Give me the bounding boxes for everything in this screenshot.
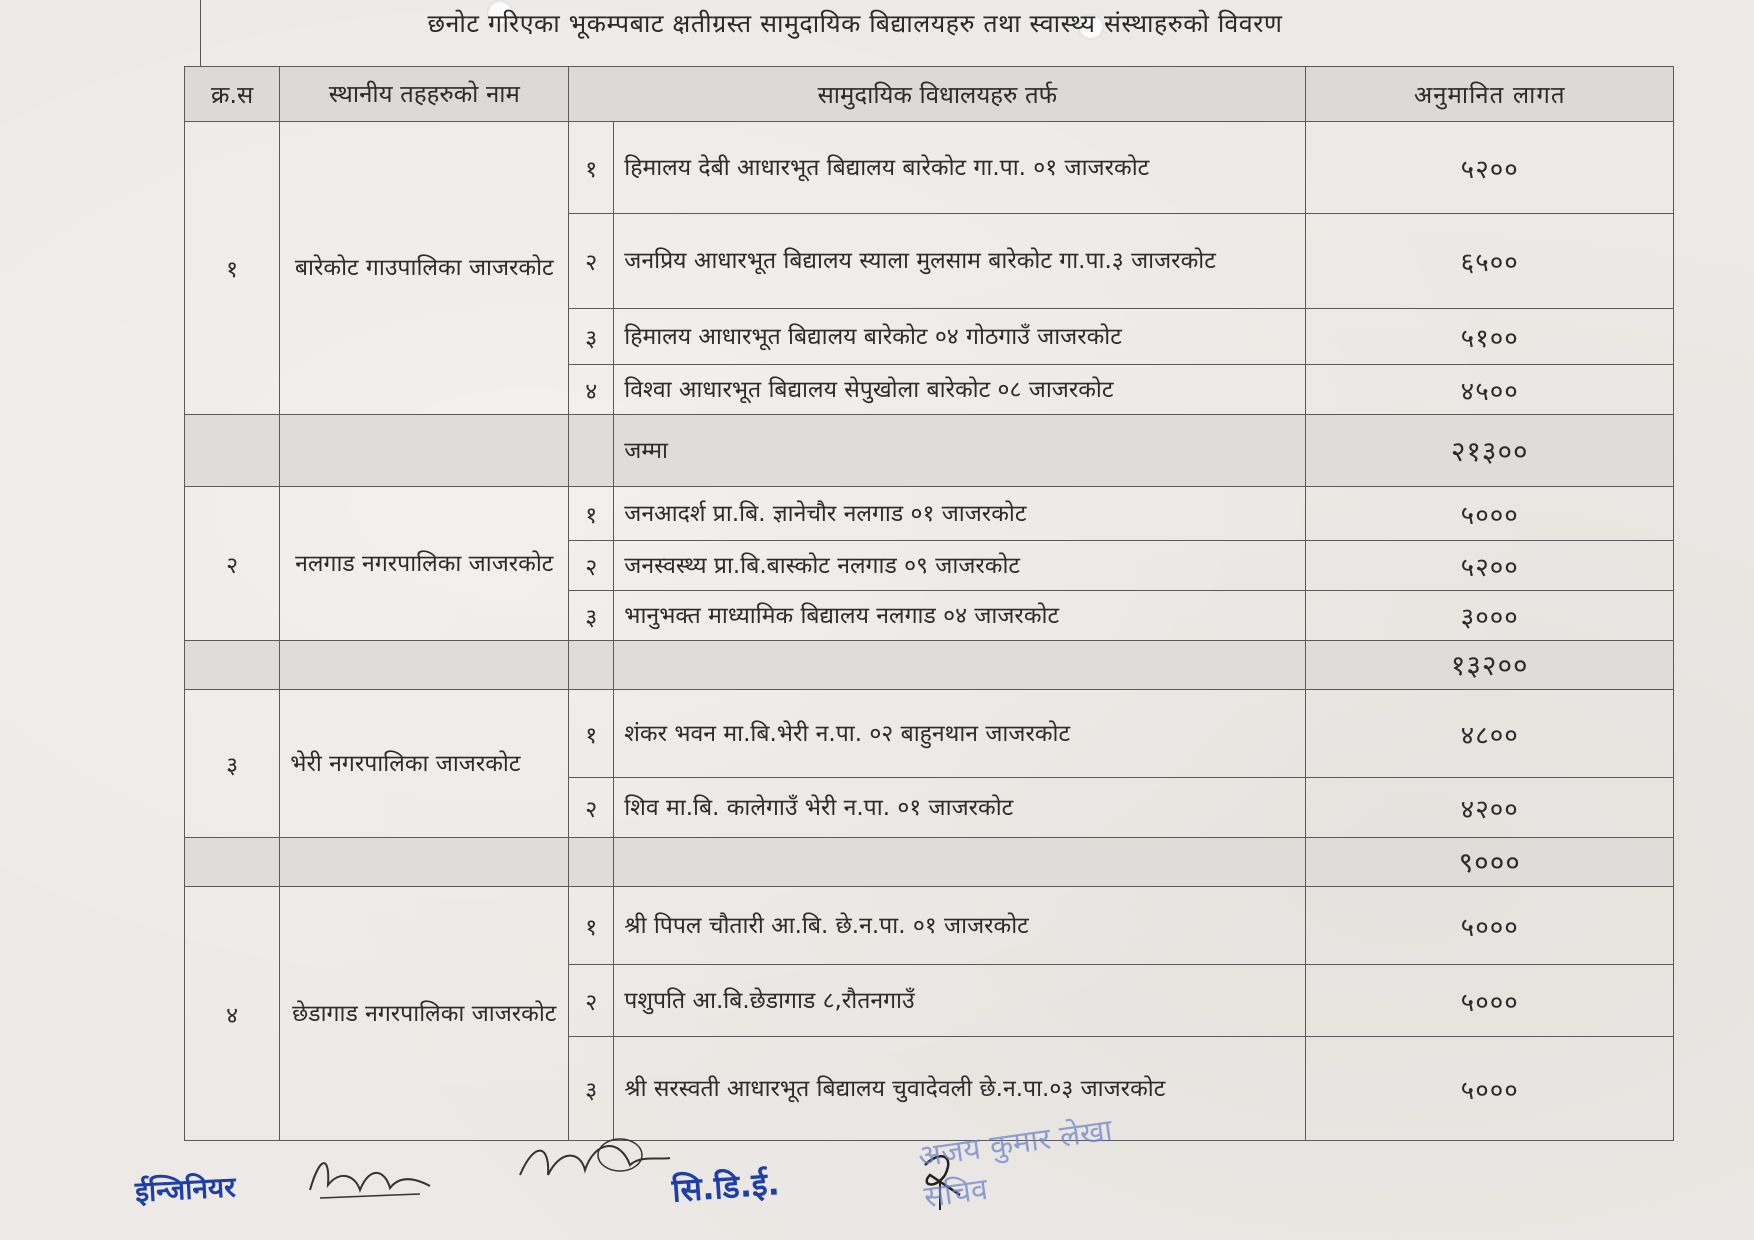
estimated-cost: ४२०० xyxy=(1306,778,1674,838)
school-name: भानुभक्त माध्यामिक बिद्यालय नलगाड ०४ जाजरकोट xyxy=(614,591,1306,641)
estimated-cost: ६५०० xyxy=(1306,214,1674,309)
table-header-row xyxy=(185,67,1674,122)
row-number: ३ xyxy=(569,309,614,365)
table-row xyxy=(185,887,1674,965)
school-name: शंकर भवन मा.बि.भेरी न.पा. ०२ बाहुनथान जाजरकोट xyxy=(614,690,1306,778)
total-row xyxy=(185,838,1674,887)
group-total: १३२०० xyxy=(1306,641,1674,690)
total-row xyxy=(185,641,1674,690)
table-row xyxy=(185,122,1674,214)
engineer-signature-label: ईन्जिनियर xyxy=(134,1170,237,1209)
group-serial: १ xyxy=(185,122,280,415)
estimated-cost: ५१०० xyxy=(1306,309,1674,365)
school-name: पशुपति आ.बि.छेडागाड ८,रौतनगाउँ xyxy=(614,965,1306,1037)
estimated-cost: ५००० xyxy=(1306,487,1674,541)
engineer-signature-icon xyxy=(300,1150,440,1210)
estimated-cost: ५००० xyxy=(1306,1037,1674,1141)
header-cost: अनुमानित लागत xyxy=(1306,67,1674,122)
estimated-cost: ४८०० xyxy=(1306,690,1674,778)
estimated-cost: ५२०० xyxy=(1306,541,1674,591)
row-number: ३ xyxy=(569,1037,614,1141)
estimated-cost: ४५०० xyxy=(1306,365,1674,415)
school-name: विश्वा आधारभूत बिद्यालय सेपुखोला बारेकोट ०८ जाजरकोट xyxy=(614,365,1306,415)
header-local-body: स्थानीय तहहरुको नाम xyxy=(280,67,569,122)
school-name: जनआदर्श प्रा.बि. ज्ञानेचौर नलगाड ०१ जाजरकोट xyxy=(614,487,1306,541)
row-number: १ xyxy=(569,487,614,541)
estimated-cost: ५००० xyxy=(1306,965,1674,1037)
local-body-name: नलगाड नगरपालिका जाजरकोट xyxy=(280,487,569,641)
school-damage-table xyxy=(184,66,1674,1141)
row-number: १ xyxy=(569,690,614,778)
total-label: जम्मा xyxy=(614,415,1306,487)
row-number: २ xyxy=(569,541,614,591)
local-body-name: बारेकोट गाउपालिका जाजरकोट xyxy=(280,122,569,415)
estimated-cost: ५००० xyxy=(1306,887,1674,965)
row-number: १ xyxy=(569,887,614,965)
officer-stamp: अजय कुमार लेखा सचिव xyxy=(916,1112,1115,1216)
group-total: ९००० xyxy=(1306,838,1674,887)
table-row xyxy=(185,690,1674,778)
local-body-name: छेडागाड नगरपालिका जाजरकोट xyxy=(280,887,569,1141)
school-name: हिमालय देबी आधारभूत बिद्यालय बारेकोट गा.पा. ०१ जाजरकोट xyxy=(614,122,1306,214)
document-title: छनोट गरिएका भूकम्पबाट क्षतीग्रस्त सामुदायिक बिद्यालयहरु तथा स्वास्थ्य संस्थाहरुको विवरण xyxy=(427,9,1283,38)
group-total: २१३०० xyxy=(1306,415,1674,487)
row-number: १ xyxy=(569,122,614,214)
cde-signature-label: सि.डि.ई. xyxy=(670,1164,781,1210)
local-body-name: भेरी नगरपालिका जाजरकोट xyxy=(280,690,569,838)
school-name: जनस्वस्थ्य प्रा.बि.बास्कोट नलगाड ०९ जाजरकोट xyxy=(614,541,1306,591)
school-name: श्री सरस्वती आधारभूत बिद्यालय चुवादेवली छे.न.पा.०३ जाजरकोट xyxy=(614,1037,1306,1141)
row-number: ३ xyxy=(569,591,614,641)
total-label xyxy=(614,641,1306,690)
row-number: २ xyxy=(569,778,614,838)
estimated-cost: ३००० xyxy=(1306,591,1674,641)
school-name: श्री पिपल चौतारी आ.बि. छे.न.पा. ०१ जाजरकोट xyxy=(614,887,1306,965)
header-serial: क्र.स xyxy=(185,67,280,122)
school-name: हिमालय आधारभूत बिद्यालय बारेकोट ०४ गोठगाउँ जाजरकोट xyxy=(614,309,1306,365)
row-number: २ xyxy=(569,965,614,1037)
cde-signature-icon xyxy=(510,1130,680,1200)
group-serial: ४ xyxy=(185,887,280,1141)
estimated-cost: ५२०० xyxy=(1306,122,1674,214)
total-label xyxy=(614,838,1306,887)
school-name: शिव मा.बि. कालेगाउँ भेरी न.पा. ०१ जाजरकोट xyxy=(614,778,1306,838)
row-number: २ xyxy=(569,214,614,309)
total-row xyxy=(185,415,1674,487)
group-serial: ३ xyxy=(185,690,280,838)
header-schools: सामुदायिक विधालयहरु तर्फ xyxy=(569,67,1306,122)
table-row xyxy=(185,487,1674,541)
group-serial: २ xyxy=(185,487,280,641)
row-number: ४ xyxy=(569,365,614,415)
school-name: जनप्रिय आधारभूत बिद्यालय स्याला मुलसाम बारेकोट गा.पा.३ जाजरकोट xyxy=(614,214,1306,309)
